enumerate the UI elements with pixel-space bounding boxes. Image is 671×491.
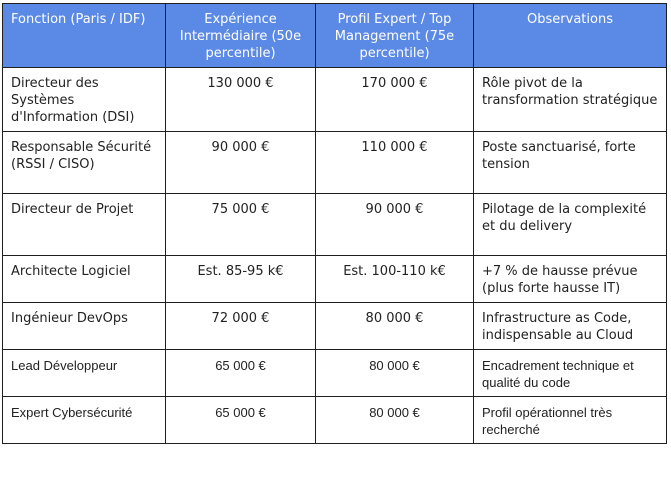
cell-role: Architecte Logiciel [3, 256, 166, 303]
cell-role: Directeur des Systèmes d'Information (DSI) [3, 68, 166, 132]
cell-intermediate: 72 000 € [166, 303, 316, 350]
cell-expert: Est. 100-110 k€ [316, 256, 474, 303]
cell-observations: Infrastructure as Code, indispensable au Cloud [474, 303, 667, 350]
cell-role: Ingénieur DevOps [3, 303, 166, 350]
header-row [3, 4, 667, 68]
cell-role: Lead Développeur [3, 350, 166, 397]
cell-observations: Encadrement technique et qualité du code [474, 350, 667, 397]
cell-observations: Rôle pivot de la transformation stratégique [474, 68, 667, 132]
cell-observations: Poste sanctuarisé, forte tension [474, 132, 667, 194]
salary-table [2, 3, 667, 444]
cell-role: Responsable Sécurité (RSSI / CISO) [3, 132, 166, 194]
header-observations: Observations [474, 4, 667, 68]
table-row [3, 303, 667, 350]
cell-observations: Pilotage de la complexité et du delivery [474, 194, 667, 256]
cell-expert: 80 000 € [316, 350, 474, 397]
cell-intermediate: 65 000 € [166, 350, 316, 397]
cell-expert: 110 000 € [316, 132, 474, 194]
table-row [3, 350, 667, 397]
header-intermediate: Expérience Intermédiaire (50e percentile) [166, 4, 316, 68]
cell-observations: +7 % de hausse prévue (plus forte hausse IT) [474, 256, 667, 303]
table-row [3, 194, 667, 256]
cell-observations: Profil opérationnel très recherché [474, 397, 667, 444]
cell-expert: 80 000 € [316, 397, 474, 444]
cell-intermediate: 90 000 € [166, 132, 316, 194]
cell-expert: 80 000 € [316, 303, 474, 350]
cell-intermediate: 130 000 € [166, 68, 316, 132]
cell-intermediate: Est. 85-95 k€ [166, 256, 316, 303]
table-row [3, 397, 667, 444]
cell-role: Directeur de Projet [3, 194, 166, 256]
cell-role: Expert Cybersécurité [3, 397, 166, 444]
table-row [3, 256, 667, 303]
header-function: Fonction (Paris / IDF) [3, 4, 166, 68]
cell-expert: 170 000 € [316, 68, 474, 132]
table-body [3, 68, 667, 444]
table-row [3, 68, 667, 132]
cell-expert: 90 000 € [316, 194, 474, 256]
cell-intermediate: 75 000 € [166, 194, 316, 256]
table-row [3, 132, 667, 194]
cell-intermediate: 65 000 € [166, 397, 316, 444]
table-header [3, 4, 667, 68]
header-expert: Profil Expert / Top Management (75e percentile) [316, 4, 474, 68]
